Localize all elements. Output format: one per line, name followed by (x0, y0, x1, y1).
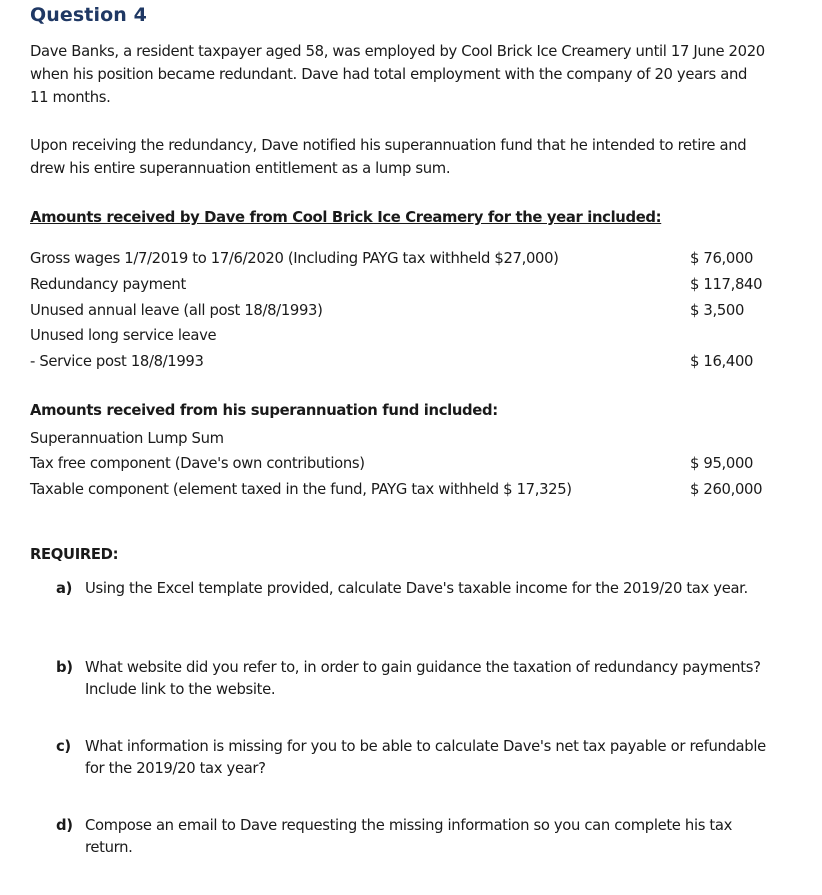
amount-label: Redundancy payment (30, 276, 186, 293)
question-label: c) (56, 738, 71, 755)
amount-row (30, 324, 790, 348)
question-heading: Question 4 (30, 4, 147, 26)
amount-value: $ 76,000 (690, 250, 754, 267)
amount-value: $ 16,400 (690, 353, 754, 370)
amount-value: $ 260,000 (690, 481, 763, 498)
amount-value: $ 95,000 (690, 455, 754, 472)
intro-paragraph: Dave Banks, a resident taxpayer aged 58, was employed by Cool Brick Ice Creamery until 17 June 2020 when his position became redundant. Dave had total employment with the company of 20 years and 11 months. (30, 43, 765, 106)
retirement-paragraph: Upon receiving the redundancy, Dave notified his superannuation fund that he intended to retire and drew his entire superannuation entitlement as a lump sum. (30, 137, 747, 177)
amount-row (30, 247, 790, 271)
question-label: d) (56, 817, 73, 834)
employer-amounts-title: Amounts received by Dave from Cool Brick Ice Creamery for the year included: (30, 209, 662, 226)
question-label: a) (56, 580, 73, 597)
amount-row (30, 350, 790, 374)
amount-label: Superannuation Lump Sum (30, 430, 224, 447)
question-text: Using the Excel template provided, calculate Dave's taxable income for the 2019/20 tax year. (85, 580, 748, 597)
amount-row (30, 478, 790, 502)
amount-row (30, 273, 790, 297)
question-label: b) (56, 659, 73, 676)
amount-label: Unused annual leave (all post 18/8/1993) (30, 302, 323, 319)
amount-label: - Service post 18/8/1993 (30, 353, 204, 370)
question-text: Compose an email to Dave requesting the missing information so you can complete his tax return. (85, 817, 732, 856)
amount-row (30, 452, 790, 476)
question-text: What information is missing for you to be able to calculate Dave's net tax payable or refundable for the 2019/20 tax year? (85, 738, 766, 777)
amount-row (30, 299, 790, 323)
amount-label: Tax free component (Dave's own contributions) (30, 455, 365, 472)
amount-value: $ 3,500 (690, 302, 745, 319)
question-text: What website did you refer to, in order to gain guidance the taxation of redundancy payments? Include link to the website. (85, 659, 761, 698)
super-amounts-title: Amounts received from his superannuation fund included: (30, 402, 498, 419)
amount-label: Taxable component (element taxed in the fund, PAYG tax withheld $ 17,325) (30, 481, 572, 498)
amount-value: $ 117,840 (690, 276, 763, 293)
amount-label: Unused long service leave (30, 327, 217, 344)
amount-label: Gross wages 1/7/2019 to 17/6/2020 (Including PAYG tax withheld $27,000) (30, 250, 559, 267)
required-heading: REQUIRED: (30, 546, 119, 563)
amount-row (30, 427, 790, 451)
